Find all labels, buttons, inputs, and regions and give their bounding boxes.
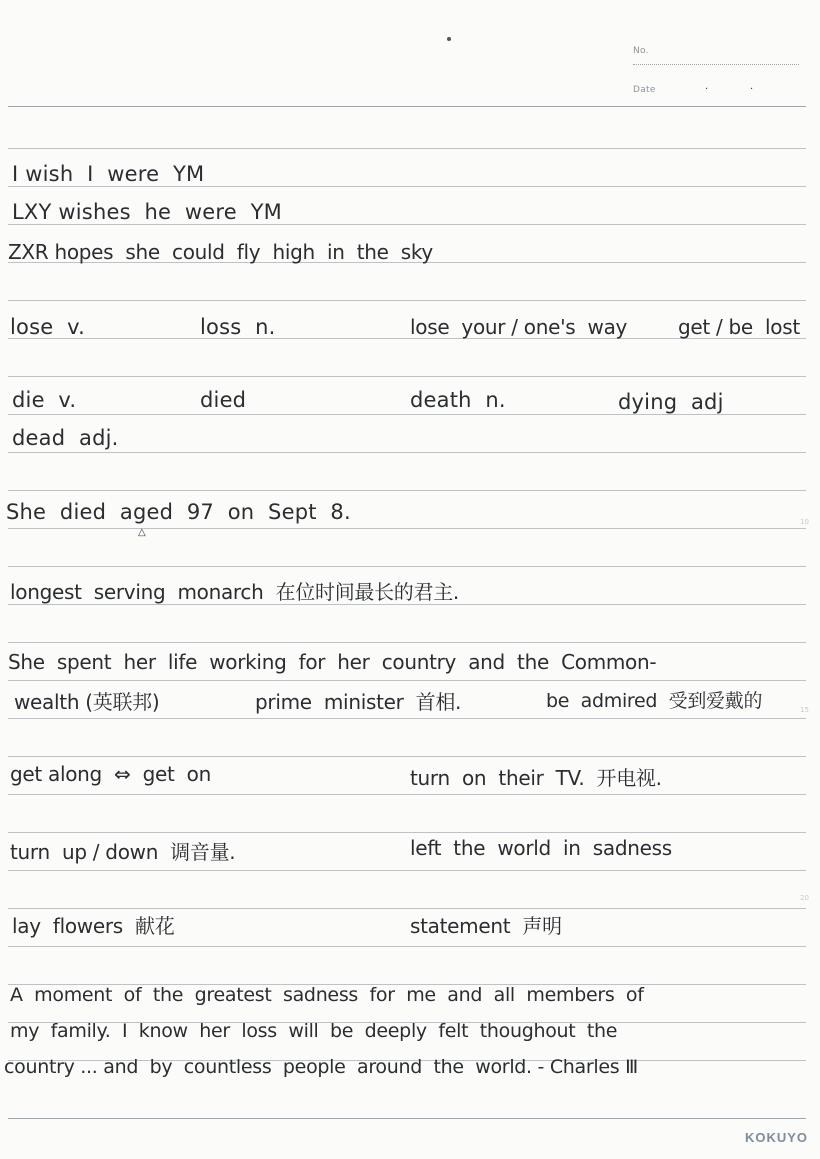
vocab-cell: get along ⇔ get on (10, 762, 211, 786)
vocab-cell: lose your / one's way (410, 315, 628, 339)
vocab-cell: turn on their TV. 开电视. (410, 766, 662, 790)
ruled-line (8, 376, 806, 377)
note-line: be admired 受到爱戴的 (546, 690, 763, 712)
line-number: 10 (800, 518, 809, 526)
note-line: longest serving monarch 在位时间最长的君主. (10, 580, 459, 604)
vocab-cell: death n. (410, 388, 506, 412)
vocab-cell: turn up / down 调音量. (10, 840, 236, 864)
vocab-cell: lose v. (10, 315, 85, 339)
line-number: 20 (800, 894, 809, 902)
ruled-line (8, 224, 806, 225)
ruled-line (8, 870, 806, 871)
ruled-line (8, 794, 806, 795)
note-line: wealth (英联邦) (14, 690, 160, 714)
ruled-line (8, 756, 806, 757)
footer-rule (8, 1118, 806, 1119)
number-label: No. (633, 46, 649, 56)
note-line: She spent her life working for her country and the Common- (8, 650, 657, 674)
ruled-line (8, 186, 806, 187)
ruled-line (8, 414, 806, 415)
number-field-line (633, 64, 799, 65)
note-line: She died aged 97 on Sept 8. (6, 500, 351, 524)
header-rule (8, 106, 806, 107)
ruled-line (8, 148, 806, 149)
vocab-cell: died (200, 388, 247, 412)
ruled-line (8, 566, 806, 567)
note-line: I wish I were YM (12, 162, 205, 186)
vocab-cell: get / be lost (678, 315, 800, 339)
date-dot: · (750, 84, 754, 95)
vocab-cell: dead adj. (12, 426, 119, 450)
quote-line: country ... and by countless people around the world. - Charles Ⅲ (4, 1056, 638, 1078)
quote-line: my family. I know her loss will be deeply felt thoughout the (10, 1020, 618, 1042)
ruled-line (8, 718, 806, 719)
ruled-line (8, 528, 806, 529)
brand-logo: KOKUYO (744, 1130, 808, 1145)
ruled-line (8, 300, 806, 301)
ruled-line (8, 490, 806, 491)
quote-line: A moment of the greatest sadness for me and all members of (10, 984, 644, 1006)
ruled-line (8, 946, 806, 947)
note-line: ZXR hopes she could fly high in the sky (8, 240, 433, 264)
vocab-cell: left the world in sadness (410, 836, 672, 860)
line-number: 15 (800, 706, 809, 714)
caret-mark: △ (138, 527, 146, 538)
date-dot: · (705, 84, 709, 95)
vocab-cell: loss n. (200, 315, 276, 339)
ink-speck (447, 37, 451, 41)
ruled-line (8, 832, 806, 833)
note-line: LXY wishes he were YM (12, 200, 282, 224)
note-line: prime minister 首相. (255, 690, 462, 714)
vocab-cell: statement 声明 (410, 914, 562, 938)
ruled-line (8, 908, 806, 909)
vocab-cell: die v. (12, 388, 77, 412)
vocab-cell: dying adj (618, 390, 724, 414)
date-label: Date (633, 85, 656, 95)
ruled-line (8, 680, 806, 681)
ruled-line (8, 452, 806, 453)
ruled-line (8, 642, 806, 643)
vocab-cell: lay flowers 献花 (12, 914, 175, 938)
